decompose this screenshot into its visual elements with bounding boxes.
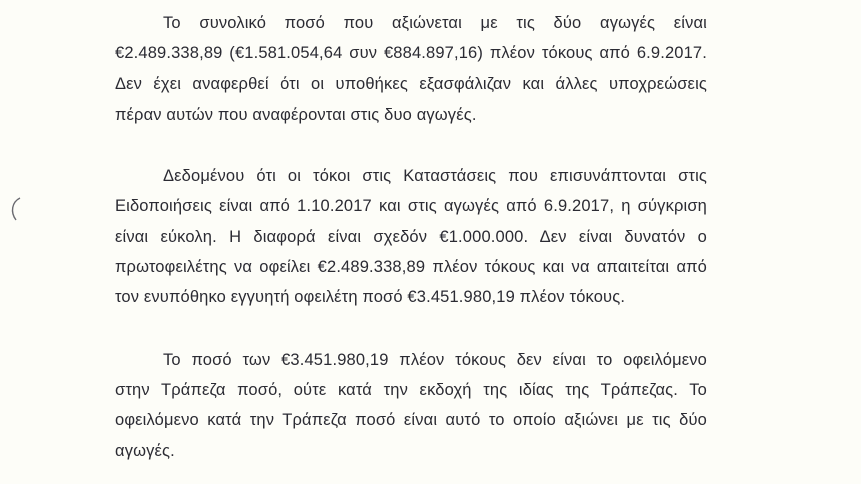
paragraph-1-line-4: πέραν αυτών που αναφέρονται στις δυο αγωγές. [115, 106, 477, 124]
margin-bracket-mark [8, 196, 22, 222]
paragraph-1-line-2: €2.489.338,89 (€1.581.054,64 συν €884.897,16) πλέον τόκους από 6.9.2017. [115, 44, 707, 62]
paragraph-3-line-2: στην Τράπεζα ποσό, ούτε κατά την εκδοχή της ιδίας της Τράπεζας. Το [115, 381, 707, 399]
paragraph-3-line-4: αγωγές. [115, 442, 175, 460]
paragraph-2-line-1: Δεδομένου ότι οι τόκοι στις Καταστάσεις που επισυνάπτονται στις [163, 167, 707, 185]
paragraph-3-line-1: Το ποσό των €3.451.980,19 πλέον τόκους δεν είναι το οφειλόμενο [163, 351, 707, 369]
paragraph-3-line-3: οφειλόμενο κατά την Τράπεζα ποσό είναι αυτό το οποίο αξιώνει με τις δύο [115, 411, 707, 429]
paragraph-2-line-3: είναι εύκολη. Η διαφορά είναι σχεδόν €1.000.000. Δεν είναι δυνατόν ο [115, 228, 707, 246]
paragraph-2-line-2: Ειδοποιήσεις είναι από 1.10.2017 και στις αγωγές από 6.9.2017, η σύγκριση [115, 197, 707, 215]
paragraph-2-line-4: πρωτοφειλέτης να οφείλει €2.489.338,89 πλέον τόκους και να απαιτείται από [115, 258, 707, 276]
paragraph-2-line-5: τον ενυπόθηκο εγγυητή οφειλέτη ποσό €3.451.980,19 πλέον τόκους. [115, 288, 626, 306]
paragraph-1-line-3: Δεν έχει αναφερθεί ότι οι υποθήκες εξασφάλιζαν και άλλες υποχρεώσεις [115, 75, 707, 93]
paragraph-1-line-1: Το συνολικό ποσό που αξιώνεται με τις δύο αγωγές είναι [163, 14, 707, 32]
